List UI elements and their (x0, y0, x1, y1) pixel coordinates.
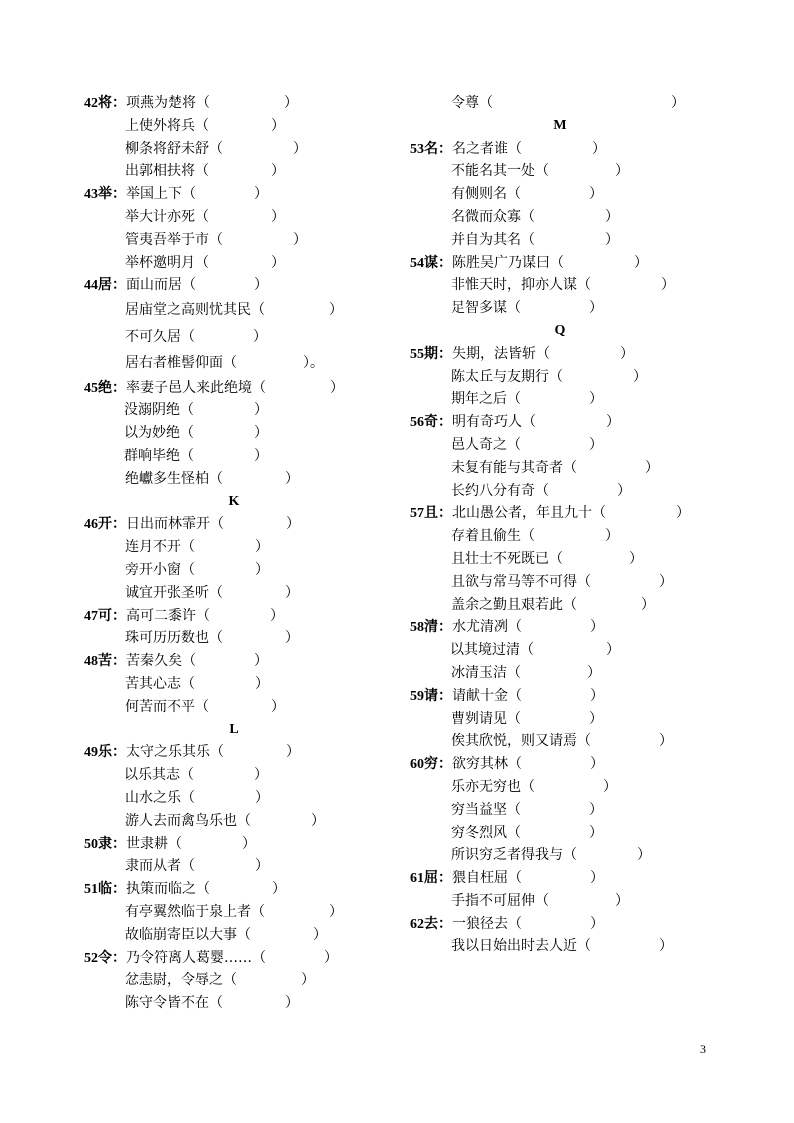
example-sentence (84, 673, 384, 696)
sentence-text: 苦其心志（ (125, 676, 195, 693)
entry-character: 开 (98, 517, 112, 533)
entry-number: 62 (410, 916, 424, 932)
example-sentence (84, 468, 384, 491)
entry-number: 61 (410, 871, 424, 887)
entry-head: 52令： (84, 950, 126, 966)
sentence-text: 连月不开（ (125, 539, 195, 556)
sentence-text: 陈守令皆不在（ (125, 995, 223, 1012)
word-entry (410, 685, 710, 708)
sentence-text: 未复有能与其奇者（ (451, 459, 577, 476)
word-entry (84, 741, 384, 764)
entry-character: 名 (424, 141, 438, 157)
entry-head: 42将： (84, 96, 126, 111)
sentence-text: 盖余之勤且艰若此（ (451, 596, 577, 613)
sentence-text: 群响毕绝（ (124, 448, 194, 465)
entry-head: 47可： (84, 608, 126, 624)
close-paren: ） (589, 300, 603, 317)
sentence-text: 高可二黍许（ (126, 607, 210, 624)
word-entry (410, 616, 710, 639)
word-entry (410, 913, 710, 936)
close-paren: ） (255, 676, 269, 693)
word-entry (84, 833, 384, 856)
close-paren: ） (255, 858, 269, 875)
entry-number: 45 (84, 380, 98, 396)
sentence-text: 欲穷其林（ (452, 756, 522, 773)
section-letter: K (228, 493, 240, 509)
example-sentence (84, 229, 384, 252)
section-letter: Q (554, 322, 566, 338)
close-paren: ） (589, 436, 603, 453)
example-sentence (84, 160, 384, 183)
entry-character: 将 (98, 96, 112, 111)
example-sentence (84, 810, 384, 833)
entry-character: 隶 (98, 836, 112, 852)
close-paren: ） (592, 140, 606, 157)
example-sentence (84, 399, 384, 422)
sentence-text: 旁开小窗（ (125, 562, 195, 579)
example-sentence (410, 297, 710, 320)
entry-number: 54 (410, 255, 424, 271)
close-paren: ） (293, 231, 307, 248)
close-paren: ） (270, 607, 284, 624)
entry-head: 46开： (84, 517, 126, 533)
entry-character: 绝 (98, 380, 112, 396)
close-paren: ） (330, 379, 344, 396)
word-entry (84, 513, 384, 536)
sentence-text: 所识穷乏者得我与（ (451, 847, 577, 864)
sentence-text: 太守之乐其乐（ (126, 744, 224, 761)
sentence-text: 居庙堂之高则忧其民（ (125, 302, 265, 319)
close-paren: ） (285, 630, 299, 647)
entry-head: 55期： (410, 346, 452, 362)
sentence-text: 山水之乐（ (125, 790, 195, 807)
example-sentence (84, 297, 384, 324)
example-sentence (410, 206, 710, 229)
close-paren: ） (285, 470, 299, 487)
sentence-text: 失期，法皆斩（ (452, 345, 550, 362)
page-number: 3 (700, 1042, 706, 1056)
word-entry (84, 92, 384, 115)
close-paren: ） (589, 801, 603, 818)
sentence-text: 世隶耕（ (126, 835, 182, 852)
word-entry (84, 274, 384, 297)
entry-head: 60穷： (410, 757, 452, 773)
entry-character: 去 (424, 916, 438, 932)
word-entry (84, 183, 384, 206)
sentence-text: 故临崩寄臣以大事（ (125, 926, 251, 943)
example-sentence (84, 445, 384, 468)
sentence-text: 穷冬烈风（ (451, 824, 521, 841)
close-paren: ） (605, 208, 619, 225)
word-entry (410, 343, 710, 366)
sentence-text: 名之者谁（ (452, 140, 522, 157)
sentence-text: 曹刿请见（ (451, 710, 521, 727)
sentence-text: 我以日始出时去人近（ (451, 938, 591, 955)
close-paren: ） (255, 790, 269, 807)
close-paren: ） (590, 619, 604, 636)
word-entry (410, 411, 710, 434)
entry-head: 54谋： (410, 255, 452, 271)
entry-number: 46 (84, 517, 98, 533)
sentence-text: 管夷吾举于市（ (125, 231, 223, 248)
example-sentence (410, 457, 710, 480)
sentence-text: 并自为其名（ (451, 231, 535, 248)
entry-number: 51 (84, 882, 98, 898)
entry-character: 且 (424, 506, 438, 522)
entry-number: 56 (410, 415, 424, 431)
close-paren: ） (255, 562, 269, 579)
word-entry (84, 605, 384, 628)
close-paren: ） (589, 186, 603, 203)
left-column (84, 92, 384, 1015)
sentence-text: 隶而从者（ (125, 858, 195, 875)
sentence-text: 上使外将兵（ (125, 117, 209, 134)
entry-number: 42 (84, 96, 98, 111)
close-paren: ）。 (303, 355, 324, 372)
entry-head: 51临： (84, 882, 126, 898)
close-paren: ） (659, 733, 673, 750)
entry-number: 60 (410, 757, 424, 773)
sentence-text: 举杯邀明月（ (125, 254, 209, 271)
close-paren: ） (254, 767, 268, 784)
entry-number: 44 (84, 278, 98, 294)
entry-head: 49乐： (84, 745, 126, 761)
word-entry (410, 502, 710, 525)
example-sentence (410, 366, 710, 389)
word-entry (410, 867, 710, 890)
example-sentence (84, 582, 384, 605)
close-paren: ） (254, 448, 268, 465)
example-sentence (410, 571, 710, 594)
example-sentence (410, 92, 710, 115)
sentence-text: 且壮士不死既已（ (451, 550, 563, 567)
close-paren: ） (676, 505, 690, 522)
entry-character: 期 (424, 346, 438, 362)
example-sentence (410, 388, 710, 411)
close-paren: ） (603, 778, 617, 795)
close-paren: ） (637, 847, 651, 864)
example-sentence (84, 924, 384, 947)
sentence-text: 面山而居（ (126, 277, 196, 294)
close-paren: ） (271, 698, 285, 715)
close-paren: ） (271, 117, 285, 134)
entry-number: 58 (410, 620, 424, 636)
section-letter: M (553, 117, 567, 133)
sentence-text: 存着且偷生（ (451, 528, 535, 545)
entry-character: 谋 (424, 255, 438, 271)
entry-number: 59 (410, 688, 424, 704)
close-paren: ） (254, 653, 268, 670)
close-paren: ） (634, 254, 648, 271)
sentence-text: 名微而众寡（ (451, 208, 535, 225)
example-sentence (84, 559, 384, 582)
close-paren: ） (589, 824, 603, 841)
example-sentence (84, 696, 384, 719)
sentence-text: 珠可历历数也（ (125, 630, 223, 647)
sentence-text: 居右者椎髻仰面（ (125, 355, 237, 372)
sentence-text: 陈太丘与友期行（ (451, 368, 563, 385)
entry-number: 47 (84, 608, 98, 624)
sentence-text: 非惟天时，抑亦人谋（ (451, 277, 591, 294)
entry-head: 50隶： (84, 836, 126, 852)
sentence-text: 柳条将舒未舒（ (125, 140, 223, 157)
sentence-text: 苦秦久矣（ (126, 653, 196, 670)
sentence-text: 没溺阴绝（ (124, 402, 194, 419)
entry-number: 53 (410, 141, 424, 157)
close-paren: ） (286, 744, 300, 761)
close-paren: ） (606, 642, 620, 659)
sentence-text: 俟其欣悦，则又请焉（ (451, 733, 591, 750)
example-sentence (410, 434, 710, 457)
sentence-text: 北山愚公者，年且九十（ (452, 505, 606, 522)
entry-character: 可 (98, 608, 112, 624)
sentence-text: 请献十金（ (452, 687, 522, 704)
sentence-text: 长约八分有奇（ (451, 482, 549, 499)
entry-number: 48 (84, 654, 98, 670)
close-paren: ） (286, 516, 300, 533)
word-entry (410, 138, 710, 161)
entry-character: 居 (98, 278, 112, 294)
example-sentence (410, 730, 710, 753)
sentence-text: 足智多谋（ (451, 300, 521, 317)
entry-head: 44居： (84, 278, 126, 294)
sentence-text: 何苦而不平（ (125, 698, 209, 715)
right-column (410, 92, 710, 958)
sentence-text: 猥自枉屈（ (452, 870, 522, 887)
close-paren: ） (254, 186, 268, 203)
sentence-text: 期年之后（ (451, 391, 521, 408)
example-sentence (410, 799, 710, 822)
close-paren: ） (589, 710, 603, 727)
entry-character: 临 (98, 882, 112, 898)
close-paren: ） (620, 345, 634, 362)
example-sentence (84, 901, 384, 924)
example-sentence (410, 274, 710, 297)
close-paren: ） (311, 812, 325, 829)
entry-number: 57 (410, 506, 424, 522)
sentence-text: 举大计亦死（ (125, 208, 209, 225)
close-paren: ） (590, 687, 604, 704)
sentence-text: 率妻子邑人来此绝境（ (126, 379, 266, 396)
close-paren: ） (590, 915, 604, 932)
sentence-text: 以为妙绝（ (124, 425, 194, 442)
example-sentence (84, 969, 384, 992)
entry-head: 62去： (410, 916, 452, 932)
close-paren: ） (313, 926, 327, 943)
word-entry (410, 252, 710, 275)
close-paren: ） (255, 539, 269, 556)
close-paren: ） (254, 425, 268, 442)
close-paren: ） (271, 254, 285, 271)
sentence-text: 陈胜吴广乃谋曰（ (452, 254, 564, 271)
example-sentence (84, 138, 384, 161)
word-entry (84, 947, 384, 970)
sentence-text: 有侧则名（ (451, 186, 521, 203)
sentence-text: 邑人奇之（ (451, 436, 521, 453)
close-paren: ） (659, 573, 673, 590)
close-paren: ） (272, 881, 286, 898)
entry-character: 屈 (424, 871, 438, 887)
example-sentence (410, 160, 710, 183)
entry-head: 53名： (410, 141, 452, 157)
example-sentence (84, 536, 384, 559)
example-sentence (410, 548, 710, 571)
example-sentence (84, 350, 384, 377)
sentence-text: 穷当益坚（ (451, 801, 521, 818)
example-sentence (84, 787, 384, 810)
example-sentence (84, 422, 384, 445)
entry-head: 56奇： (410, 415, 452, 431)
entry-head: 59请： (410, 688, 452, 704)
close-paren: ） (605, 231, 619, 248)
entry-number: 55 (410, 346, 424, 362)
example-sentence (84, 627, 384, 650)
close-paren: ） (253, 328, 267, 345)
sentence-text: 令尊（ (451, 95, 493, 111)
entry-character: 请 (424, 688, 438, 704)
close-paren: ） (605, 528, 619, 545)
sentence-text: 以其境过清（ (450, 642, 534, 659)
close-paren: ） (641, 596, 655, 613)
close-paren: ） (629, 550, 643, 567)
close-paren: ） (285, 995, 299, 1012)
entry-head: 57且： (410, 506, 452, 522)
close-paren: ） (242, 835, 256, 852)
entry-head: 58清： (410, 620, 452, 636)
sentence-text: 冰清玉洁（ (451, 664, 521, 681)
entry-number: 43 (84, 187, 98, 203)
example-sentence (84, 855, 384, 878)
close-paren: ） (254, 402, 268, 419)
close-paren: ） (615, 163, 629, 180)
close-paren: ） (590, 870, 604, 887)
sentence-text: 且欲与常马等不可得（ (451, 573, 591, 590)
sentence-text: 绝巘多生怪柏（ (125, 470, 223, 487)
entry-number: 52 (84, 950, 98, 966)
entry-character: 苦 (98, 654, 112, 670)
sentence-text: 以乐其志（ (124, 767, 194, 784)
close-paren: ） (645, 459, 659, 476)
example-sentence (410, 525, 710, 548)
example-sentence (410, 183, 710, 206)
close-paren: ） (659, 938, 673, 955)
example-sentence (84, 764, 384, 787)
example-sentence (84, 252, 384, 275)
example-sentence (84, 992, 384, 1015)
example-sentence (410, 708, 710, 731)
word-entry (84, 878, 384, 901)
sentence-text: 忿恚尉，令辱之（ (125, 972, 237, 989)
entry-head: 61屈： (410, 871, 452, 887)
close-paren: ） (633, 368, 647, 385)
example-sentence (410, 639, 710, 662)
entry-head: 43举： (84, 187, 126, 203)
sentence-text: 乃令符离人葛婴……（ (126, 949, 266, 966)
close-paren: ） (329, 302, 343, 319)
example-sentence (410, 844, 710, 867)
close-paren: ） (589, 391, 603, 408)
sentence-text: 手指不可屈伸（ (451, 892, 549, 909)
entry-character: 令 (98, 950, 112, 966)
entry-character: 清 (424, 620, 438, 636)
example-sentence (410, 776, 710, 799)
example-sentence (410, 480, 710, 503)
word-entry (410, 753, 710, 776)
close-paren: ） (293, 140, 307, 157)
sentence-text: 水尤清冽（ (452, 619, 522, 636)
close-paren: ） (671, 95, 685, 111)
close-paren: ） (271, 208, 285, 225)
sentence-text: 游人去而禽鸟乐也（ (125, 812, 251, 829)
close-paren: ） (285, 584, 299, 601)
example-sentence (410, 890, 710, 913)
entry-character: 乐 (98, 745, 112, 761)
sentence-text: 乐亦无穷也（ (451, 778, 535, 795)
close-paren: ） (254, 277, 268, 294)
close-paren: ） (271, 163, 285, 180)
entry-head: 45绝： (84, 380, 126, 396)
entry-character: 举 (98, 187, 112, 203)
sentence-text: 有亭翼然临于泉上者（ (125, 904, 265, 920)
sentence-text: 不可久居（ (125, 328, 195, 345)
sentence-text: 明有奇巧人（ (452, 414, 536, 431)
example-sentence (410, 662, 710, 685)
sentence-text: 出郭相扶将（ (125, 163, 209, 180)
close-paren: ） (590, 756, 604, 773)
close-paren: ） (284, 95, 298, 111)
sentence-text: 诚宜开张圣听（ (125, 584, 223, 601)
word-entry (84, 650, 384, 673)
entry-number: 50 (84, 836, 98, 852)
example-sentence (84, 324, 384, 351)
sentence-text: 项燕为楚将（ (126, 95, 210, 111)
sentence-text: 日出而林霏开（ (126, 516, 224, 533)
close-paren: ） (661, 277, 675, 294)
example-sentence (84, 115, 384, 138)
close-paren: ） (615, 892, 629, 909)
entry-number: 49 (84, 745, 98, 761)
example-sentence (410, 229, 710, 252)
sentence-text: 执策而临之（ (126, 881, 210, 898)
sentence-text: 不能名其一处（ (451, 163, 549, 180)
close-paren: ） (329, 904, 343, 920)
close-paren: ） (617, 482, 631, 499)
example-sentence (410, 822, 710, 845)
word-entry (84, 377, 384, 400)
close-paren: ） (606, 414, 620, 431)
close-paren: ） (324, 949, 338, 966)
example-sentence (84, 206, 384, 229)
sentence-text: 举国上下（ (126, 186, 196, 203)
close-paren: ） (587, 664, 601, 681)
close-paren: ） (301, 972, 315, 989)
entry-character: 穷 (424, 757, 438, 773)
example-sentence (410, 594, 710, 617)
example-sentence (410, 935, 710, 958)
section-letter: L (229, 721, 239, 737)
sentence-text: 一狼径去（ (452, 915, 522, 932)
entry-character: 奇 (424, 415, 438, 431)
entry-head: 48苦： (84, 654, 126, 670)
